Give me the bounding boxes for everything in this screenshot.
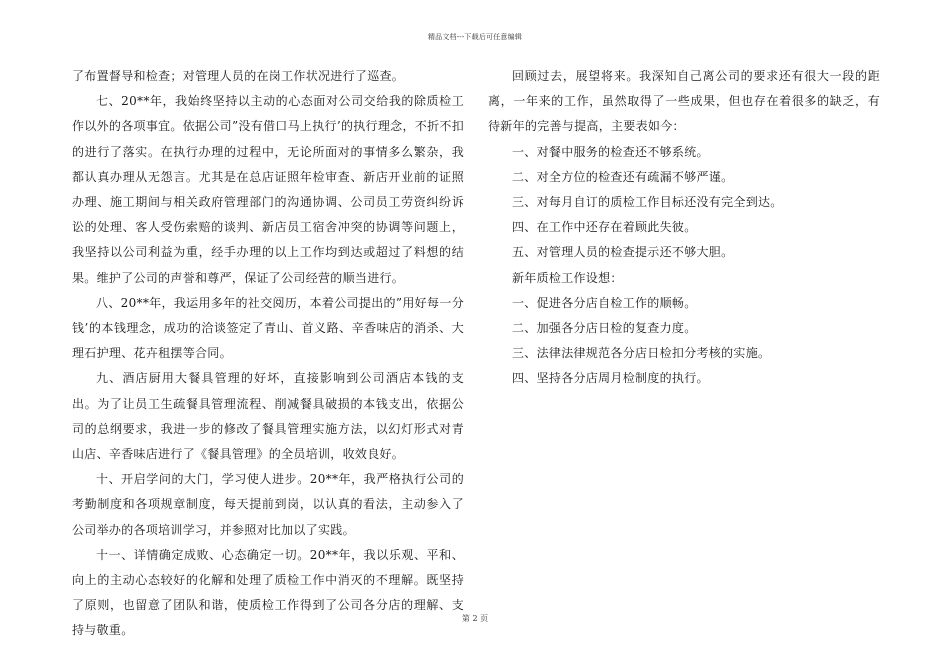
list-item: 四、坚持各分店周月检制度的执行。 xyxy=(512,371,709,386)
list-item: 三、对每月自订的质检工作目标还没有完全到达。 xyxy=(512,195,783,210)
paragraph: 回顾过去，展望将来。我深知自己离公司的要求还有很大一段的距离，一年来的工作，虽然取得了一些成果，但也存在着很多的缺乏，有待新年的完善与提高，主要表如今： xyxy=(488,69,880,134)
paragraph: 十、开启学问的大门，学习使人进步。20**年，我严格执行公司的考勤制度和各项规章制度，每天提前到岗，以认真的看法，主动参入了公司举办的各项培训学习，并参照对比加以了实践。 xyxy=(72,472,464,537)
page-header: 精品文档---下载后可任意编辑 xyxy=(427,33,523,41)
page-number: 第 2 页 xyxy=(461,614,489,623)
paragraph: 八、20**年，我运用多年的社交阅历，本着公司提出的”用好每一分钱’的本钱理念，成功的洽谈签定了青山、首义路、辛香味店的消杀、大理石护理、花卉租摆等合同。 xyxy=(72,295,464,361)
list-item: 二、对全方位的检查还有疏漏不够严谨。 xyxy=(512,169,734,184)
list-item: 一、促进各分店自检工作的顺畅。 xyxy=(512,295,697,310)
list-item: 五、对管理人员的检查提示还不够大胆。 xyxy=(512,245,734,260)
left-column xyxy=(72,64,464,644)
paragraph: 十一、详情确定成败、心态确定一切。20**年，我以乐观、平和、向上的主动心态较好的化解和处理了质检工作中消灭的不理解。既坚持了原则，也留意了团队和谐，使质检工作得到了公司各分店的理解、支持与敬重。 xyxy=(72,547,464,638)
paragraph: 九、酒店厨用大餐具管理的好坏，直接影响到公司酒店本钱的支出。为了让员工生疏餐具管理流程、削减餐具破损的本钱支出，依据公司的总纲要求，我进一步的修改了餐具管理实施方法，以幻灯形式对青山店、辛香味店进行了《餐具管理》的全员培训，收效良好。 xyxy=(72,371,464,462)
list-item: 三、法律法律规范各分店日检扣分考核的实施。 xyxy=(512,346,771,361)
right-column xyxy=(488,64,880,392)
section-heading: 新年质检工作设想： xyxy=(512,270,623,285)
list-item: 二、加强各分店日检的复查力度。 xyxy=(512,321,697,336)
paragraph: 七、20**年，我始终坚持以主动的心态面对公司交给我的除质检工作以外的各项事宜。依据公司”没有借口马上执行’的执行理念，不折不扣的进行了落实。在执行办理的过程中，无论所面对的事情多么繁杂，我都认真办理从无怨言。尤其是在总店证照年检审查、新店开业前的证照办理、施工期间与相关政府管理部门的沟通协调、公司员工劳资纠纷诉讼的处理、客人受伤索赔的谈判、新店员工宿舍冲突的协调等问题上，我坚持以公司利益为重，经手办理的以上工作均到达或超过了料想的结果。维护了公司的声誉和尊严，保证了公司经营的顺当进行。 xyxy=(72,94,464,285)
list-item: 四、在工作中还存在着顾此失彼。 xyxy=(512,220,697,235)
list-item: 一、对餐中服务的检查还不够系统。 xyxy=(512,144,709,159)
paragraph: 了布置督导和检查；对管理人员的在岗工作状况进行了巡查。 xyxy=(72,69,405,83)
